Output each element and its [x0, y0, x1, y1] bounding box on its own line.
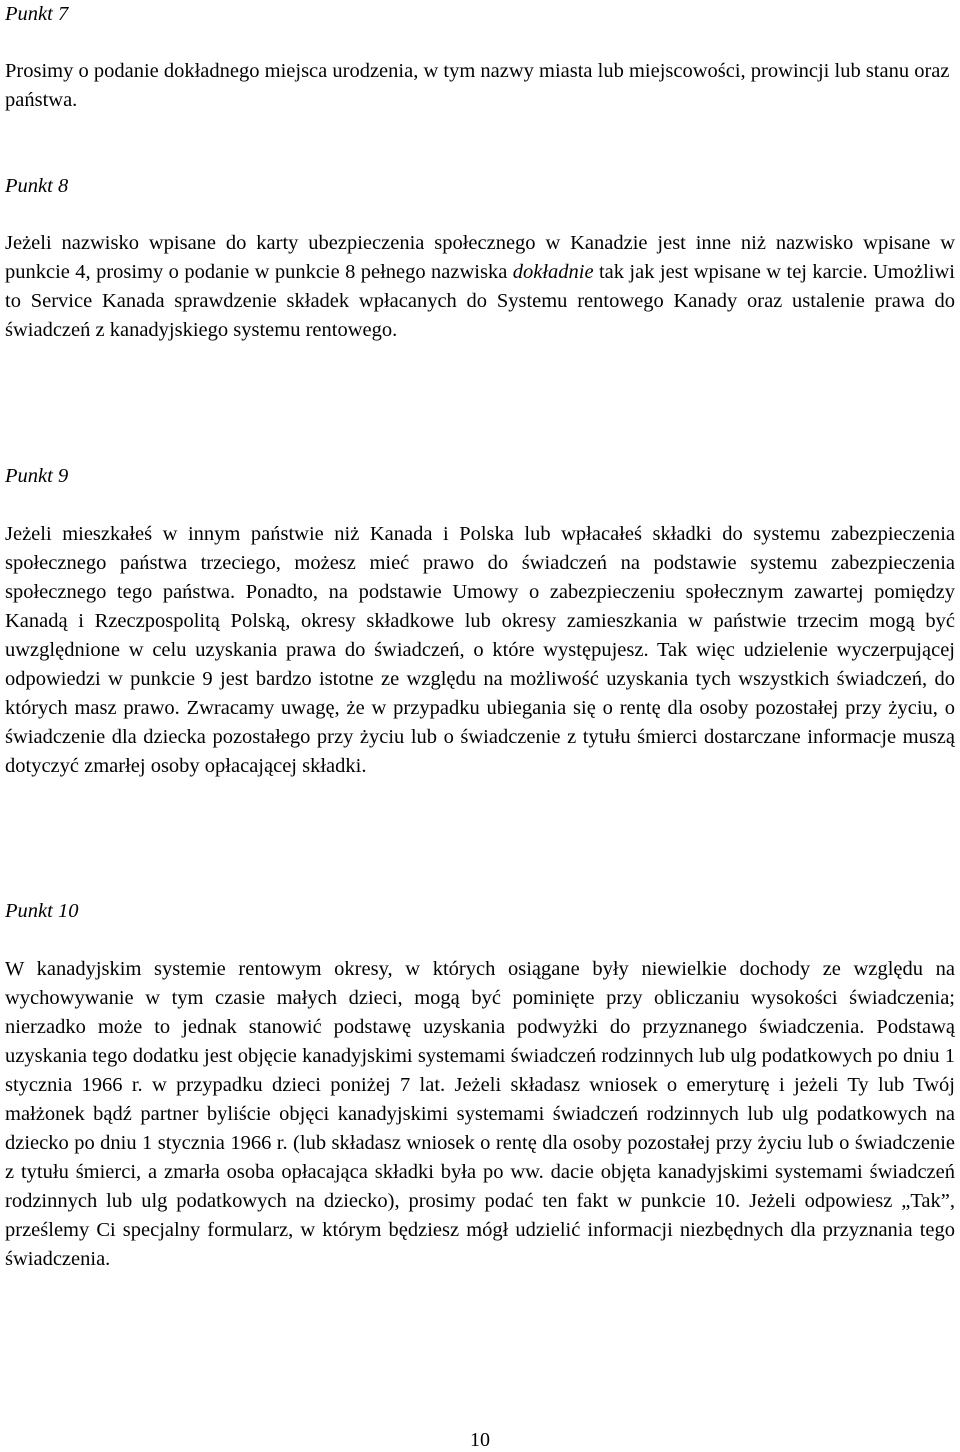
section-punkt-9 [5, 462, 955, 781]
section-body: Jeżeli mieszkałeś w innym państwie niż Kanada i Polska lub wpłacałeś składki do systemu zabezpieczenia społecznego państwa trzeciego, możesz mieć prawo do świadczeń na podstawie systemu zabezpieczenia społecznego tego państwa. Ponadto, na podstawie Umowy o zabezpieczeniu społecznym zawartej pomiędzy Kanadą i Rzeczpospolitą Polską, okresy składkowe lub okresy zamieszkania w państwie trzecim mogą być uwzględnione w celu uzyskania prawa do świadczeń, o które występujesz. Tak więc udzielenie wyczerpującej odpowiedzi w punkcie 9 jest bardzo istotne ze względu na możliwość uzyskania tych wszystkich świadczeń, do których masz prawo. Zwracamy uwagę, że w przypadku ubiegania się o rentę dla osoby pozostałej przy życiu, o świadczenie dla dziecka pozostałego przy życiu lub o świadczenie z tytułu śmierci dostarczane informacje muszą dotyczyć zmarłej osoby opłacającej składki. [5, 523, 955, 777]
section-punkt-7 [5, 0, 955, 115]
body-text-run: Jeżeli nazwisko wpisane do karty ubezpieczenia społecznego w Kanadzie jest inne niż nazwisko wpisane w punkcie 4, prosimy o podanie w punkcie 8 pełnego nazwiska [5, 232, 955, 283]
section-body: W kanadyjskim systemie rentowym okresy, w których osiągane były niewielkie dochody ze względu na wychowywanie w tym czasie małych dzieci, mogą być pominięte przy obliczaniu wysokości świadczenia; nierzadko może to jednak stanowić podstawę uzyskania podwyżki do przyznanego świadczenia. Podstawą uzyskania tego dodatku jest objęcie kanadyjskimi systemami świadczeń rodzinnych lub ulg podatkowych po dniu 1 stycznia 1966 r. w przypadku dzieci poniżej 7 lat. Jeżeli składasz wniosek o emeryturę i jeżeli Ty lub Twój małżonek bądź partner byliście objęci kanadyjskimi systemami świadczeń rodzinnych lub ulg podatkowych na dziecko po dniu 1 stycznia 1966 r. (lub składasz wniosek o rentę dla osoby pozostałej przy życiu lub o świadczenie z tytułu śmierci, a zmarła osoba opłacająca składki była po ww. dacie objęta kanadyjskimi systemami świadczeń rodzinnych lub ulg podatkowych na dziecko), prosimy podać ten fakt w punkcie 10. Jeżeli odpowiesz „Tak”, prześlemy Ci specjalny formularz, w którym będziesz mógł udzielić informacji niezbędnych dla przyznania tego świadczenia. [5, 958, 955, 1270]
body-text-run: tak jak jest wpisane w tej karcie. Umożliwi to Service Kanada sprawdzenie składek wpłacanych do Systemu rentowego Kanady oraz ustalenie prawa do świadczeń z kanadyjskiego systemu rentowego. [5, 261, 955, 341]
section-heading: Punkt 9 [5, 465, 69, 487]
section-punkt-10 [5, 897, 955, 1274]
section-heading: Punkt 10 [5, 900, 79, 922]
page-number: 10 [470, 1429, 490, 1451]
section-body [5, 229, 955, 345]
emphasized-word: dokładnie [512, 261, 594, 283]
section-body: Prosimy o podanie dokładnego miejsca urodzenia, w tym nazwy miasta lub miejscowości, prowincji lub stanu oraz państwa. [5, 60, 950, 111]
section-punkt-8 [5, 172, 955, 345]
section-heading: Punkt 7 [5, 3, 69, 25]
section-heading: Punkt 8 [5, 175, 69, 197]
